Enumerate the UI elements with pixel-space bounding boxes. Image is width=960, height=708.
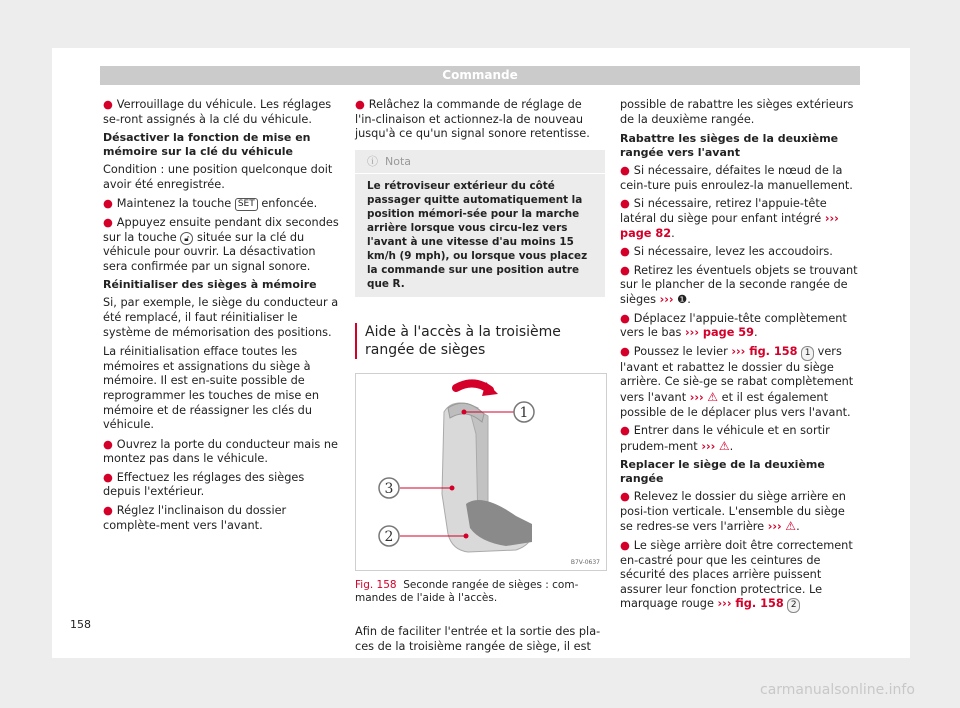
note-box	[355, 150, 605, 298]
note-header: ⓘ Nota	[355, 150, 605, 175]
bullet-icon: ●	[620, 424, 634, 438]
page-reference-link[interactable]: ›››	[659, 292, 674, 306]
seat-illustration	[356, 374, 606, 570]
list-item: ● Maintenez la touche SET enfoncée.	[103, 197, 318, 211]
list-item: ● Verrouillage du véhicule. Les réglages se-ront assignés à la clé du véhicule.	[103, 98, 332, 126]
figure-code: B7V-0637	[570, 559, 600, 567]
figure-caption: Fig. 158 Seconde rangée de sièges : com-mandes de l'aide à l'accès.	[355, 579, 579, 605]
callout-number-badge: 2	[787, 598, 800, 613]
bullet-icon: ●	[620, 490, 634, 504]
bullet-icon: ●	[103, 437, 117, 451]
warning-reference-link[interactable]: ›››	[689, 390, 704, 404]
bullet-icon: ●	[103, 504, 117, 518]
page-number: 158	[70, 618, 91, 631]
paragraph: Condition : une position quelconque doit avoir été enregistrée.	[103, 163, 333, 191]
figure-reference-link[interactable]: ››› fig. 158	[717, 597, 784, 611]
warning-reference-link[interactable]: ›››	[701, 439, 716, 453]
callout-2-label: 2	[384, 529, 394, 546]
page-reference-link[interactable]: ››› page 59	[685, 326, 755, 340]
subheading: Désactiver la fonction de mise en mémoire sur la clé du véhicule	[103, 131, 311, 159]
warning-triangle-icon: ⚠	[707, 389, 719, 404]
set-key-icon: SET	[235, 198, 258, 211]
bullet-icon: ●	[355, 98, 369, 111]
warning-triangle-icon: ⚠	[785, 519, 797, 534]
watermark: carmanualsonline.info	[760, 682, 915, 698]
warning-reference-link[interactable]: ›››	[767, 520, 782, 534]
callout-3-label: 3	[384, 481, 394, 498]
list-item: ● Si nécessaire, levez les accoudoirs.	[620, 245, 833, 259]
paragraph: Si, par exemple, le siège du conducteur a été remplacé, il faut réinitialiser le système de mémorisation des positions.	[103, 296, 339, 339]
paragraph: possible de rabattre les sièges extérieurs de la deuxième rangée.	[620, 98, 854, 126]
exclamation-icon: ❶	[677, 292, 688, 306]
subheading: Réinitialiser des sièges à mémoire	[103, 278, 317, 292]
page-header: Commande	[100, 66, 860, 85]
subheading: Rabattre les sièges de la deuxième rangée vers l'avant	[620, 132, 839, 160]
info-icon: ⓘ	[367, 154, 378, 168]
page-reference-link[interactable]: ››› page 82	[620, 211, 839, 240]
bullet-icon: ●	[103, 470, 117, 484]
bullet-icon: ●	[103, 98, 117, 111]
figure-reference-link[interactable]: ››› fig. 158	[731, 344, 798, 358]
list-item: ● Relâchez la commande de réglage de l'in-clinaison et actionnez-la de nouveau jusqu'à ce qu'un signal sonore retentisse.	[355, 98, 590, 141]
paragraph: Afin de faciliter l'entrée et la sortie des pla-ces de la troisième rangée de siège, il est	[355, 625, 601, 653]
list-item: ● Poussez le levier ››› fig. 158 1 vers l'avant et rabattez le dossier du siège arrière. Ce siè-ge se rabat complètement vers l'avant ››› ⚠ et il est également possible de le déplacer plus vers l'avant.	[620, 344, 854, 419]
list-item: ● Le siège arrière doit être correctement en-castré pour que les ceintures de sécurité des places arrière puissent assurer leur fonction protectrice. Le marquage rouge ››› fig. 158 2	[620, 539, 860, 613]
list-item: ● Effectuez les réglages des sièges depuis l'extérieur.	[103, 470, 305, 499]
list-item: ● Si nécessaire, retirez l'appuie-tête latéral du siège pour enfant intégré ››› page 82.	[620, 197, 839, 240]
list-item: ● Relevez le dossier du siège arrière en posi-tion verticale. L'ensemble du siège se redres-se vers l'arrière ››› ⚠.	[620, 490, 846, 534]
subheading: Replacer le siège de la deuxième rangée	[620, 458, 825, 486]
bullet-icon: ●	[620, 539, 634, 553]
figure-158	[355, 373, 607, 571]
unlock-key-icon: 🔓︎	[180, 232, 193, 245]
bullet-icon: ●	[620, 164, 634, 178]
callout-number-badge: 1	[801, 346, 814, 361]
bullet-icon: ●	[620, 197, 634, 211]
column-3	[620, 98, 860, 617]
list-item: ● Ouvrez la porte du conducteur mais ne montez pas dans le véhicule.	[103, 437, 338, 466]
bullet-icon: ●	[620, 263, 634, 277]
bullet-icon: ●	[103, 197, 117, 211]
column-2	[355, 98, 605, 660]
list-item: ● Réglez l'inclinaison du dossier complète-ment vers l'avant.	[103, 504, 287, 532]
note-text: Le rétroviseur extérieur du côté passager quitte automatiquement la position mémori-sée pour la marche arrière lorsque vous circu-lez vers l'avant à une vitesse d'au moins 15 km/h (9 mph), ou lorsque vous placez la commande sur une position autre que R.	[367, 180, 588, 291]
callout-1-label: 1	[519, 405, 529, 422]
column-1	[103, 98, 343, 537]
bullet-icon: ●	[620, 311, 634, 325]
bullet-icon: ●	[620, 245, 634, 259]
list-item: ● Déplacez l'appuie-tête complètement vers le bas ››› page 59.	[620, 311, 847, 340]
list-item: ● Retirez les éventuels objets se trouvant sur le plancher de la seconde rangée de sièges ››› ❶.	[620, 263, 858, 306]
list-item: ● Appuyez ensuite pendant dix secondes sur la touche 🔓︎ située sur la clé du véhicule pour ouvrir. La désactivation sera confirmée par un signal sonore.	[103, 215, 339, 273]
section-title: Aide à l'accès à la troisième rangée de sièges	[355, 323, 605, 359]
warning-triangle-icon: ⚠	[718, 438, 730, 453]
list-item: ● Entrer dans le véhicule et en sortir prudem-ment ››› ⚠.	[620, 424, 830, 453]
paragraph: La réinitialisation efface toutes les mémoires et assignations du siège à mémoire. Il est en-suite possible de reprogrammer les touches de mise en mémoire et de réassigner les clés du véhicule.	[103, 345, 320, 432]
bullet-icon: ●	[620, 344, 634, 358]
list-item: ● Si nécessaire, défaites le nœud de la cein-ture puis enroulez-la manuellement.	[620, 164, 853, 192]
bullet-icon: ●	[103, 215, 117, 229]
